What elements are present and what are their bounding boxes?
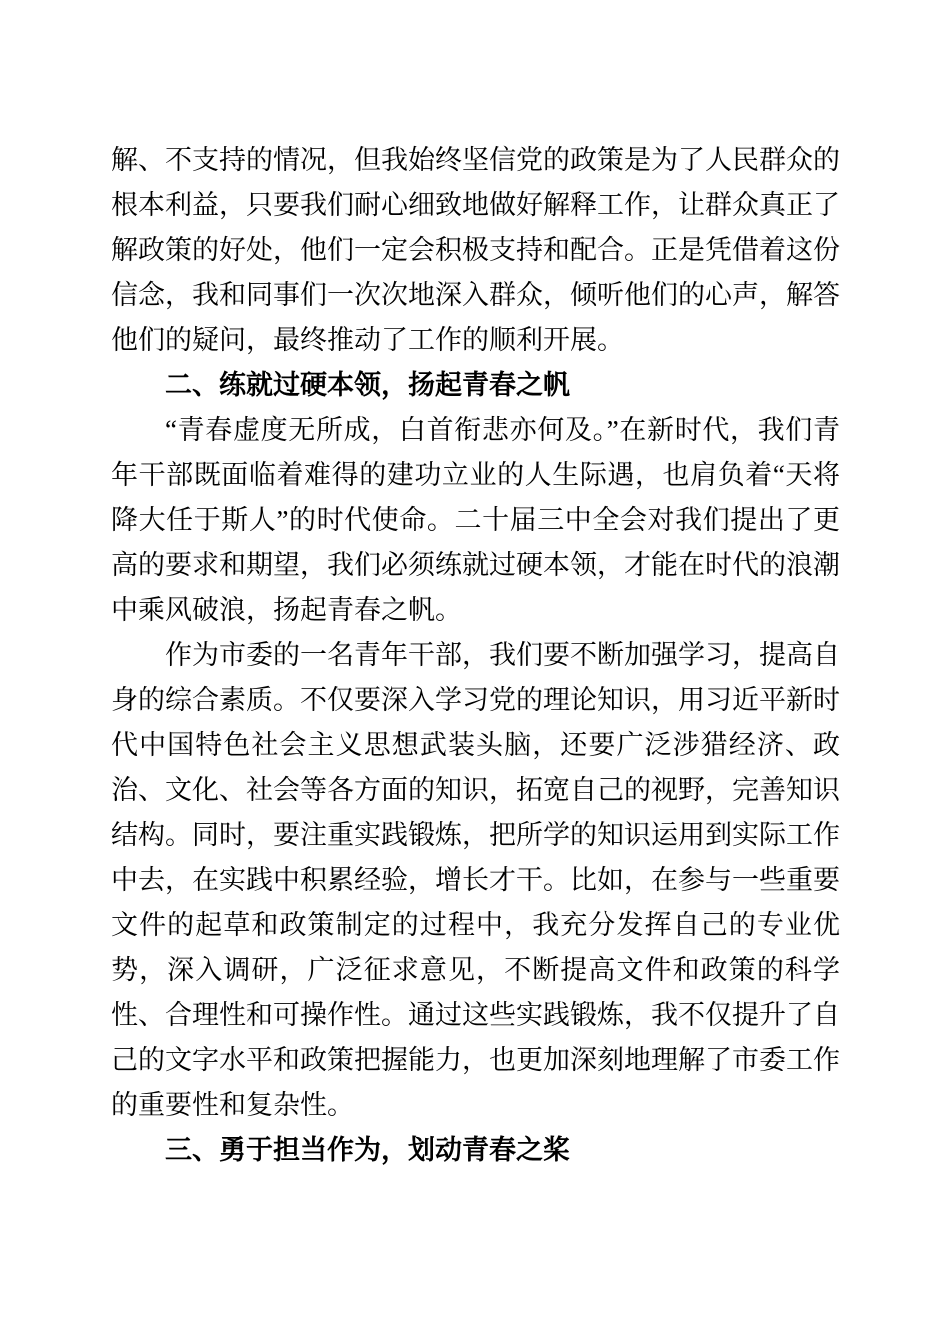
- section-heading-3: 三、勇于担当作为，划动青春之桨: [165, 1135, 570, 1165]
- paragraph-quote-youth: “青春虚度无所成，白首衔悲亦何及。”在新时代，我们青年干部既面临着难得的建功立业的人生际遇，也肩负着“天将降大任于斯人”的时代使命。二十届三中全会对我们提出了更高的要求和期望，我们必须练就过硬本领，才能在时代的浪潮中乘风破浪，扬起青春之帆。: [111, 415, 840, 625]
- paragraph-study-practice: 作为市委的一名青年干部，我们要不断加强学习，提高自身的综合素质。不仅要深入学习党的理论知识，用习近平新时代中国特色社会主义思想武装头脑，还要广泛涉猎经济、政治、文化、社会等各方面的知识，拓宽自己的视野，完善知识结构。同时，要注重实践锻炼，把所学的知识运用到实际工作中去，在实践中积累经验，增长才干。比如，在参与一些重要文件的起草和政策制定的过程中，我充分发挥自己的专业优势，深入调研，广泛征求意见，不断提高文件和政策的科学性、合理性和可操作性。通过这些实践锻炼，我不仅提升了自己的文字水平和政策把握能力，也更加深刻地理解了市委工作的重要性和复杂性。: [111, 640, 840, 1120]
- document-body: [111, 138, 840, 1173]
- section-heading-2: 二、练就过硬本领，扬起青春之帆: [165, 370, 570, 400]
- paragraph-continuation: 解、不支持的情况，但我始终坚信党的政策是为了人民群众的根本利益，只要我们耐心细致地做好解释工作，让群众真正了解政策的好处，他们一定会积极支持和配合。正是凭借着这份信念，我和同事们一次次地深入群众，倾听他们的心声，解答他们的疑问，最终推动了工作的顺利开展。: [111, 145, 840, 355]
